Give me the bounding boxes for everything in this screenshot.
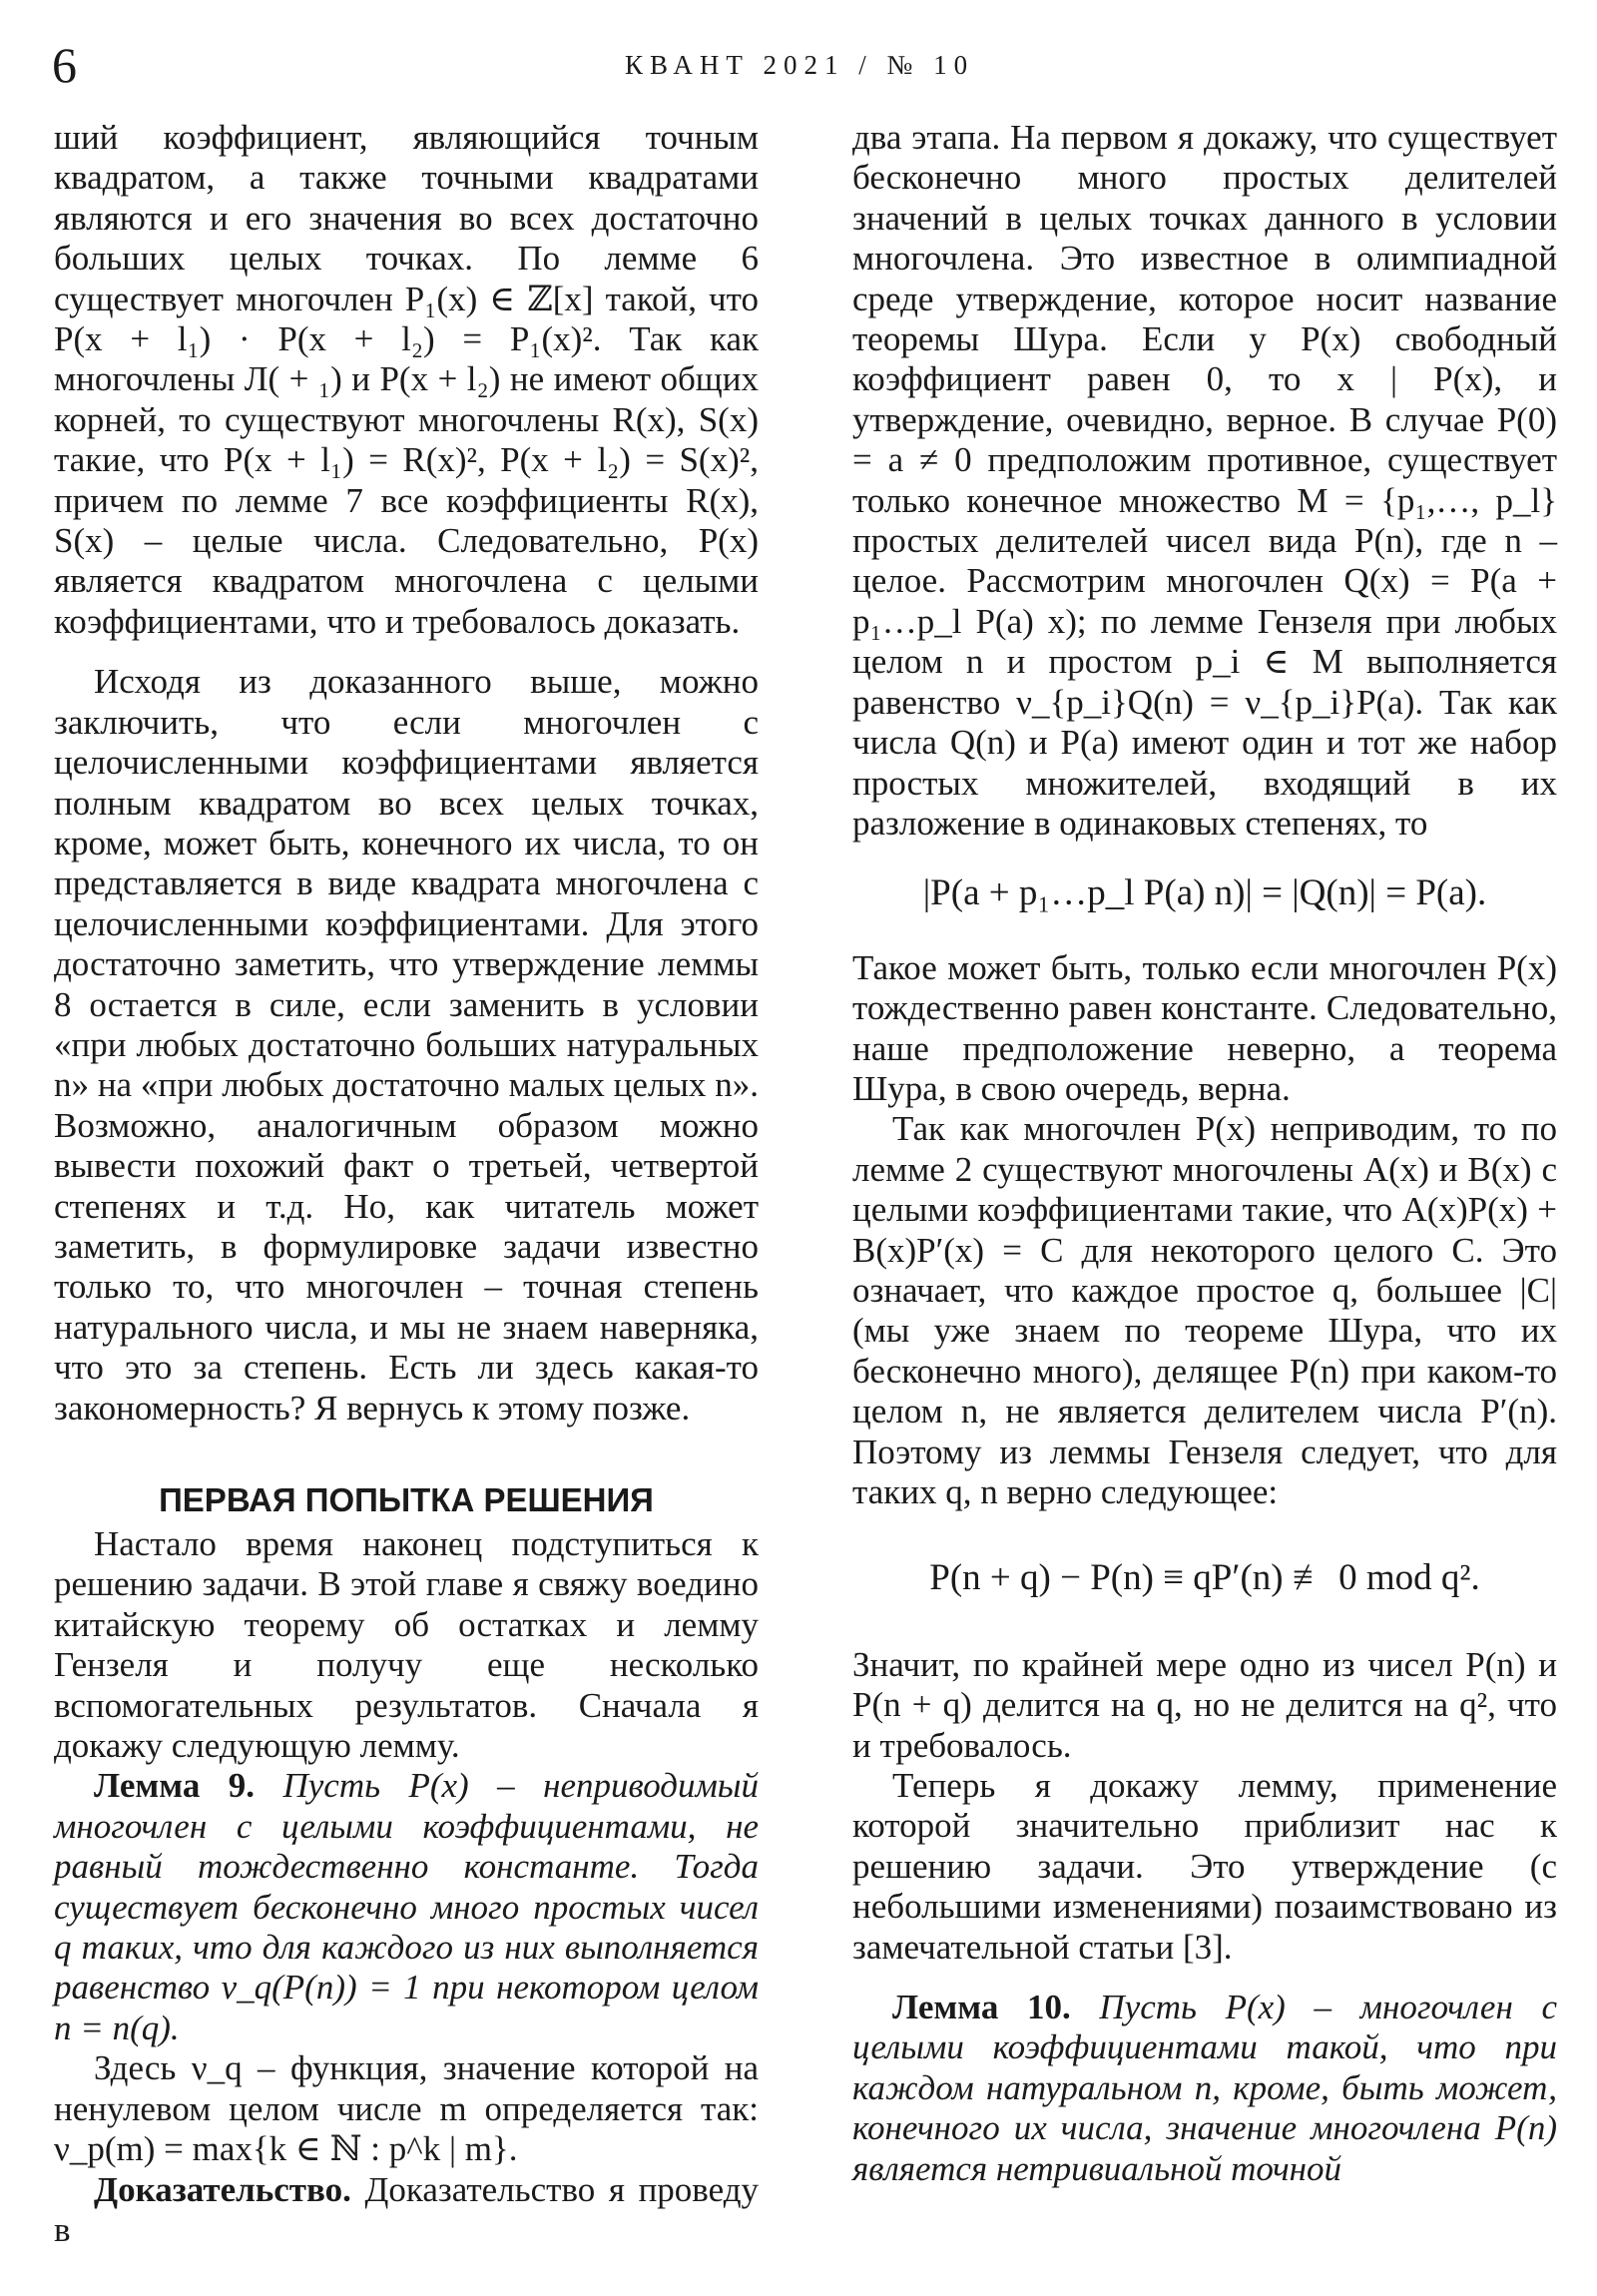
paragraph: Значит, по крайней мере одно из чисел P(n) и P(n + q) делится на q, но не делится на q², что и требовалось. bbox=[852, 1644, 1557, 1765]
lemma-label: Лемма 9. bbox=[94, 1766, 256, 1806]
paragraph: Такое может быть, только если многочлен P(x) тождественно равен константе. Следовательно, наше предположение неверно, а теорема Шура, в свою очередь, верна. bbox=[852, 947, 1557, 1108]
proof bbox=[54, 2170, 759, 2251]
paragraph: Теперь я докажу лемму, применение которой значительно приблизит нас к решению задачи. Это утверждение (с небольшими изменениями) позаимствовано из замечательной статьи [3]. bbox=[852, 1766, 1557, 1967]
lemma-9 bbox=[54, 1766, 759, 2048]
paragraph: два этапа. На первом я докажу, что существует бесконечно много простых делителей значений в целых точках данного в условии многочлена. Это известное в олимпиадной среде утверждение, которое носит название теоремы Шура. Если у P(x) свободный коэффициент равен 0, то x | P(x), и утверждение, очевидно, верное. В случае P(0) = a ≠ 0 предположим противное, существует только конечное множество M = {p₁,…, p_l} простых делителей чисел вида P(n), где n – целое. Рассмотрим многочлен Q(x) = P(a + p₁…p_l P(a) x); по лемме Гензеля при любых целом n и простом p_i ∈ M выполняется равенство ν_{p_i}Q(n) = ν_{p_i}P(a). Так как числа Q(n) и P(a) имеют один и тот же набор простых множителей, входящий в их разложение в одинаковых степенях, то bbox=[852, 118, 1557, 843]
page-number: 6 bbox=[52, 37, 77, 93]
paragraph: Исходя из доказанного выше, можно заключить, что если многочлен с целочисленными коэффициентами является полным квадратом во всех целых точках, кроме, может быть, конечного их числа, то он представляется в виде квадрата многочлена с целочисленными коэффициентами. Для этого достаточно заметить, что утверждение леммы 8 остается в силе, если заменить в условии «при любых достаточно больших натуральных n» на «при любых достаточно малых целых n». Возможно, аналогичным образом можно вывести похожий факт о третьей, четвертой степенях и т.д. Но, как читатель может заметить, в формулировке задачи известно только то, что многочлен – точная степень натурального числа, и мы не знаем наверняка, что это за степень. Есть ли здесь какая-то закономерность? Я вернусь к этому позже. bbox=[54, 662, 759, 1428]
right-column bbox=[852, 118, 1557, 2189]
proof-text: Доказательство я проведу в bbox=[54, 2169, 759, 2249]
section-heading: ПЕРВАЯ ПОПЫТКА РЕШЕНИЯ bbox=[159, 1481, 654, 1518]
left-column bbox=[54, 118, 759, 2250]
running-head: КВАНТ 2021 / № 10 bbox=[625, 50, 975, 80]
paragraph: Настало время наконец подступиться к решению задачи. В этой главе я свяжу воедино китайскую теорему об остатках и лемму Гензеля и получу еще несколько вспомогательных результатов. Сначала я докажу следующую лемму. bbox=[54, 1524, 759, 1766]
paragraph: ший коэффициент, являющийся точным квадратом, а также точными квадратами являются и его значения во всех достаточно больших целых точках. По лемме 6 существует многочлен P₁(x) ∈ ℤ[x] такой, что P(x + l₁) · P(x + l₂) = P₁(x)². Так как многочлены Л( + ₁) и P(x + l₂) не имеют общих корней, то существуют многочлены R(x), S(x) такие, что P(x + l₁) = R(x)², P(x + l₂) = S(x)², причем по лемме 7 все коэффициенты R(x), S(x) – целые числа. Следовательно, P(x) является квадратом многочлена с целыми коэффициентами, что и требовалось доказать. bbox=[54, 118, 759, 641]
paragraph: Здесь ν_q – функция, значение которой на ненулевом целом числе m определяется так: ν_p(m) = max{k ∈ ℕ : p^k | m}. bbox=[54, 2048, 759, 2169]
lemma-label: Лемма 10. bbox=[892, 1988, 1071, 2027]
proof-label: Доказательство. bbox=[94, 2169, 351, 2209]
formula-display: P(n + q) − P(n) ≡ qP′(n) ≢ 0 mod q². bbox=[929, 1557, 1480, 1599]
formula-display: |P(a + p₁…p_l P(a) n)| = |Q(n)| = P(a). bbox=[922, 872, 1487, 914]
lemma-statement: Пусть P(x) – многочлен с целыми коэффициентами такой, что при каждом натуральном n, кроме, быть может, конечного их числа, значение многочлена P(n) является нетривиальной точной bbox=[852, 1988, 1557, 2188]
paragraph: Так как многочлен P(x) неприводим, то по лемме 2 существуют многочлены A(x) и B(x) с целыми коэффициентами такие, что A(x)P(x) + B(x)P′(x) = C для некоторого целого C. Это означает, что каждое простое q, большее |C| (мы уже знаем по теореме Шура, что их бесконечно много), делящее P(n) при каком-то целом n, не является делителем числа P′(n). Поэтому из леммы Гензеля следует, что для таких q, n верно следующее: bbox=[852, 1109, 1557, 1511]
lemma-statement: Пусть P(x) – неприводимый многочлен с целыми коэффициентами, не равный тождественно константе. Тогда существует бесконечно много простых чисел q таких, что для каждого из них выполняется равенство ν_q(P(n)) = 1 при некотором целом n = n(q). bbox=[54, 1766, 759, 2047]
lemma-10 bbox=[852, 1988, 1557, 2189]
